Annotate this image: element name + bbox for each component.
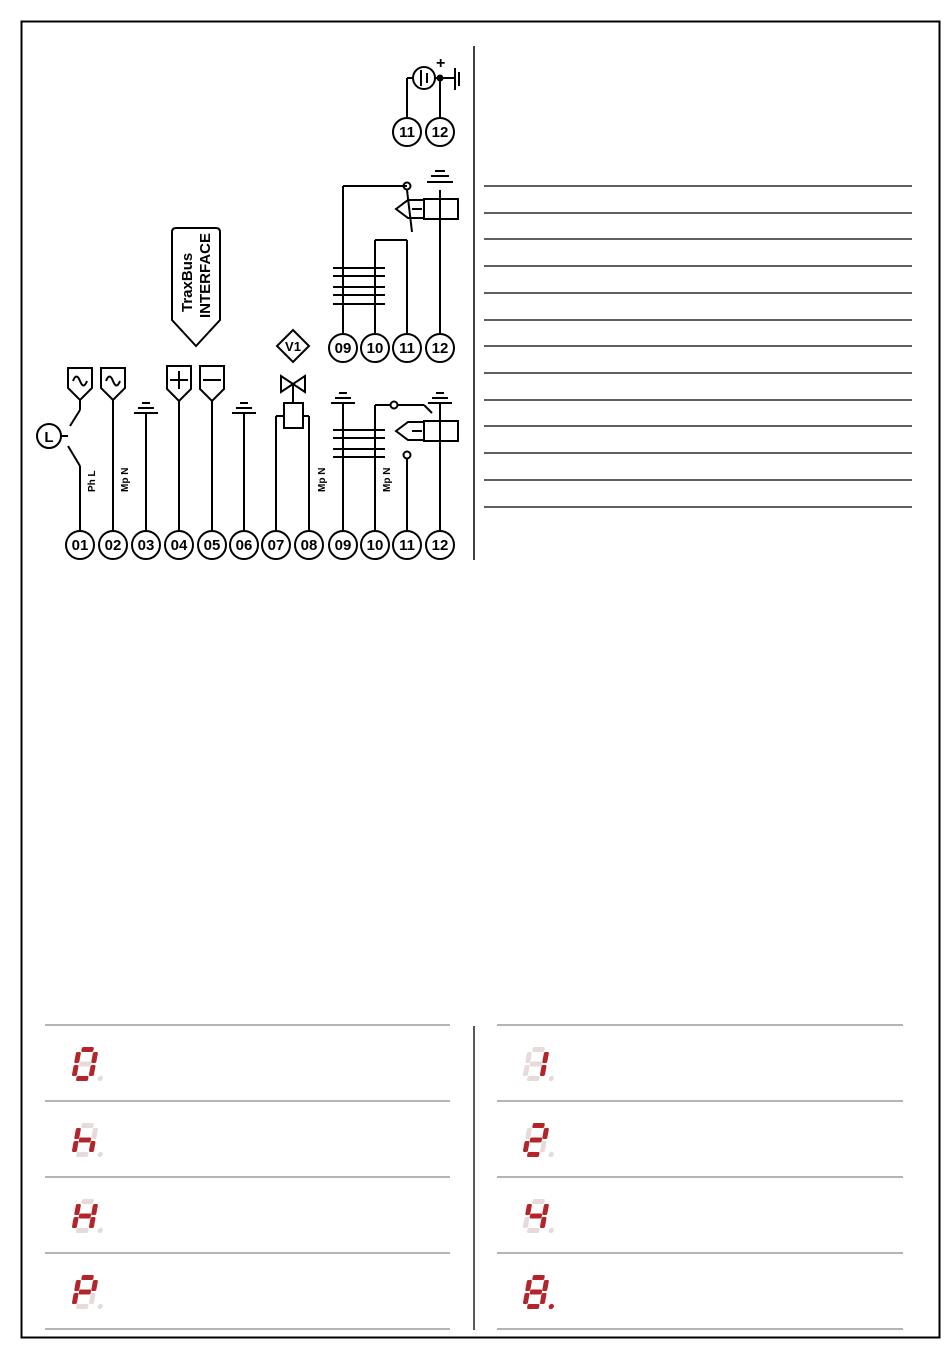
svg-text:03: 03 [137,537,155,554]
display-code-left-4 [71,1275,109,1309]
ph-label: Ph L [87,470,98,492]
terminal-09 [329,531,357,559]
segment-d [76,1228,89,1233]
segment-g [78,1214,91,1219]
display-code-right-2 [522,1123,560,1157]
svg-text:INTERFACE: INTERFACE [197,232,214,318]
terminal-09-mid [329,334,357,362]
decimal-point [548,1152,554,1157]
segment-f [525,1280,532,1291]
segment-b [91,1280,98,1291]
svg-text:11: 11 [399,537,415,554]
svg-text:10: 10 [366,340,384,357]
polarity-plus: + [436,55,446,72]
decimal-point [548,1304,554,1309]
terminal-08 [295,531,323,559]
display-code-right-4 [522,1275,560,1309]
decimal-point [548,1228,554,1233]
terminal-04 [165,531,193,559]
terminal-05 [198,531,226,559]
ground-06 [232,403,256,531]
svg-text:11: 11 [399,124,415,141]
bus-plus-04 [167,366,191,531]
svg-text:L: L [44,429,54,446]
segment-b [542,1052,549,1063]
display-code-right-1 [522,1047,560,1081]
svg-text:TraxBus: TraxBus [179,252,196,312]
terminals-top [393,118,454,146]
segment-f [74,1052,81,1063]
segment-f [74,1280,81,1291]
svg-text:01: 01 [71,537,89,554]
segment-a [532,1047,545,1052]
svg-text:04: 04 [170,537,188,554]
display-codes [71,1047,560,1309]
sensor-connection-bottom [331,393,458,531]
valve-label: V1 [285,339,301,354]
mp-label-08: Mp N [317,467,328,492]
segment-c [540,1141,547,1152]
segment-g [529,1062,542,1067]
terminal-11-mid [393,334,421,362]
segment-g [78,1138,91,1143]
bus-minus-05 [200,366,224,531]
terminal-06 [230,531,258,559]
svg-text:06: 06 [235,537,253,554]
segment-g [529,1214,542,1219]
segment-d [76,1152,89,1157]
lamp-symbol [37,424,68,448]
segment-f [525,1204,532,1215]
terminal-07 [262,531,290,559]
svg-text:07: 07 [267,537,285,554]
segment-e [523,1065,530,1076]
decimal-point [97,1076,103,1081]
segment-g [529,1138,542,1143]
segment-a [81,1123,94,1128]
display-code-left-3 [71,1199,109,1233]
page-border [22,22,940,1338]
segment-c [540,1065,547,1076]
terminal-03 [132,531,160,559]
segment-b [91,1052,98,1063]
segment-e [523,1293,530,1304]
terminal-10 [361,531,389,559]
segment-g [529,1290,542,1295]
terminal-11-top [393,118,421,146]
segment-g [78,1062,91,1067]
segment-a [81,1047,94,1052]
svg-text:08: 08 [300,537,318,554]
phase-line-01 [68,368,92,531]
segment-a [532,1199,545,1204]
segment-d [527,1228,540,1233]
segment-f [525,1052,532,1063]
segment-b [91,1128,98,1139]
segment-d [527,1152,540,1157]
segment-f [74,1128,81,1139]
terminal-10-mid [361,334,389,362]
segment-e [72,1141,79,1152]
svg-text:12: 12 [431,537,449,554]
mp-label-10: Mp N [382,467,393,492]
svg-text:12: 12 [431,124,449,141]
terminals-mid [329,334,454,362]
display-code-left-2 [71,1123,109,1157]
svg-text:12: 12 [431,340,449,357]
segment-a [81,1275,94,1280]
svg-text:10: 10 [366,537,384,554]
terminal-02 [99,531,127,559]
svg-text:02: 02 [104,537,122,554]
decimal-point [97,1152,103,1157]
segment-e [72,1065,79,1076]
svg-text:09: 09 [334,537,352,554]
traxbus-interface [172,228,220,346]
segment-a [81,1199,94,1204]
terminal-12-top [426,118,454,146]
display-code-right-3 [522,1199,560,1233]
battery-connection [407,67,459,118]
terminal-description-table [484,186,912,507]
terminal-11 [393,531,421,559]
segment-e [523,1141,530,1152]
segment-d [527,1076,540,1081]
mp-label-02: Mp N [120,467,131,492]
segment-e [72,1293,79,1304]
segment-c [540,1293,547,1304]
segment-e [72,1217,79,1228]
segment-a [532,1275,545,1280]
segment-b [542,1128,549,1139]
ground-03 [134,403,158,531]
segment-b [542,1204,549,1215]
segment-c [89,1065,96,1076]
svg-text:11: 11 [399,340,415,357]
segment-b [91,1204,98,1215]
neutral-line-02 [101,368,125,531]
decimal-point [97,1304,103,1309]
terminal-12 [426,531,454,559]
svg-text:09: 09 [334,340,352,357]
segment-g [78,1290,91,1295]
valve-v1 [276,330,309,531]
display-code-left-1 [71,1047,109,1081]
segment-b [542,1280,549,1291]
segment-e [523,1217,530,1228]
terminal-12-mid [426,334,454,362]
sensor-connection-mid [333,171,458,334]
svg-text:05: 05 [203,537,221,554]
segment-c [89,1293,96,1304]
segment-f [525,1128,532,1139]
segment-c [540,1217,547,1228]
segment-c [89,1217,96,1228]
segment-f [74,1204,81,1215]
segment-c [89,1141,96,1152]
segment-d [76,1076,89,1081]
terminals-bottom [66,531,454,559]
segment-d [527,1304,540,1309]
terminal-01 [66,531,94,559]
decimal-point [97,1228,103,1233]
segment-d [76,1304,89,1309]
segment-a [532,1123,545,1128]
decimal-point [548,1076,554,1081]
